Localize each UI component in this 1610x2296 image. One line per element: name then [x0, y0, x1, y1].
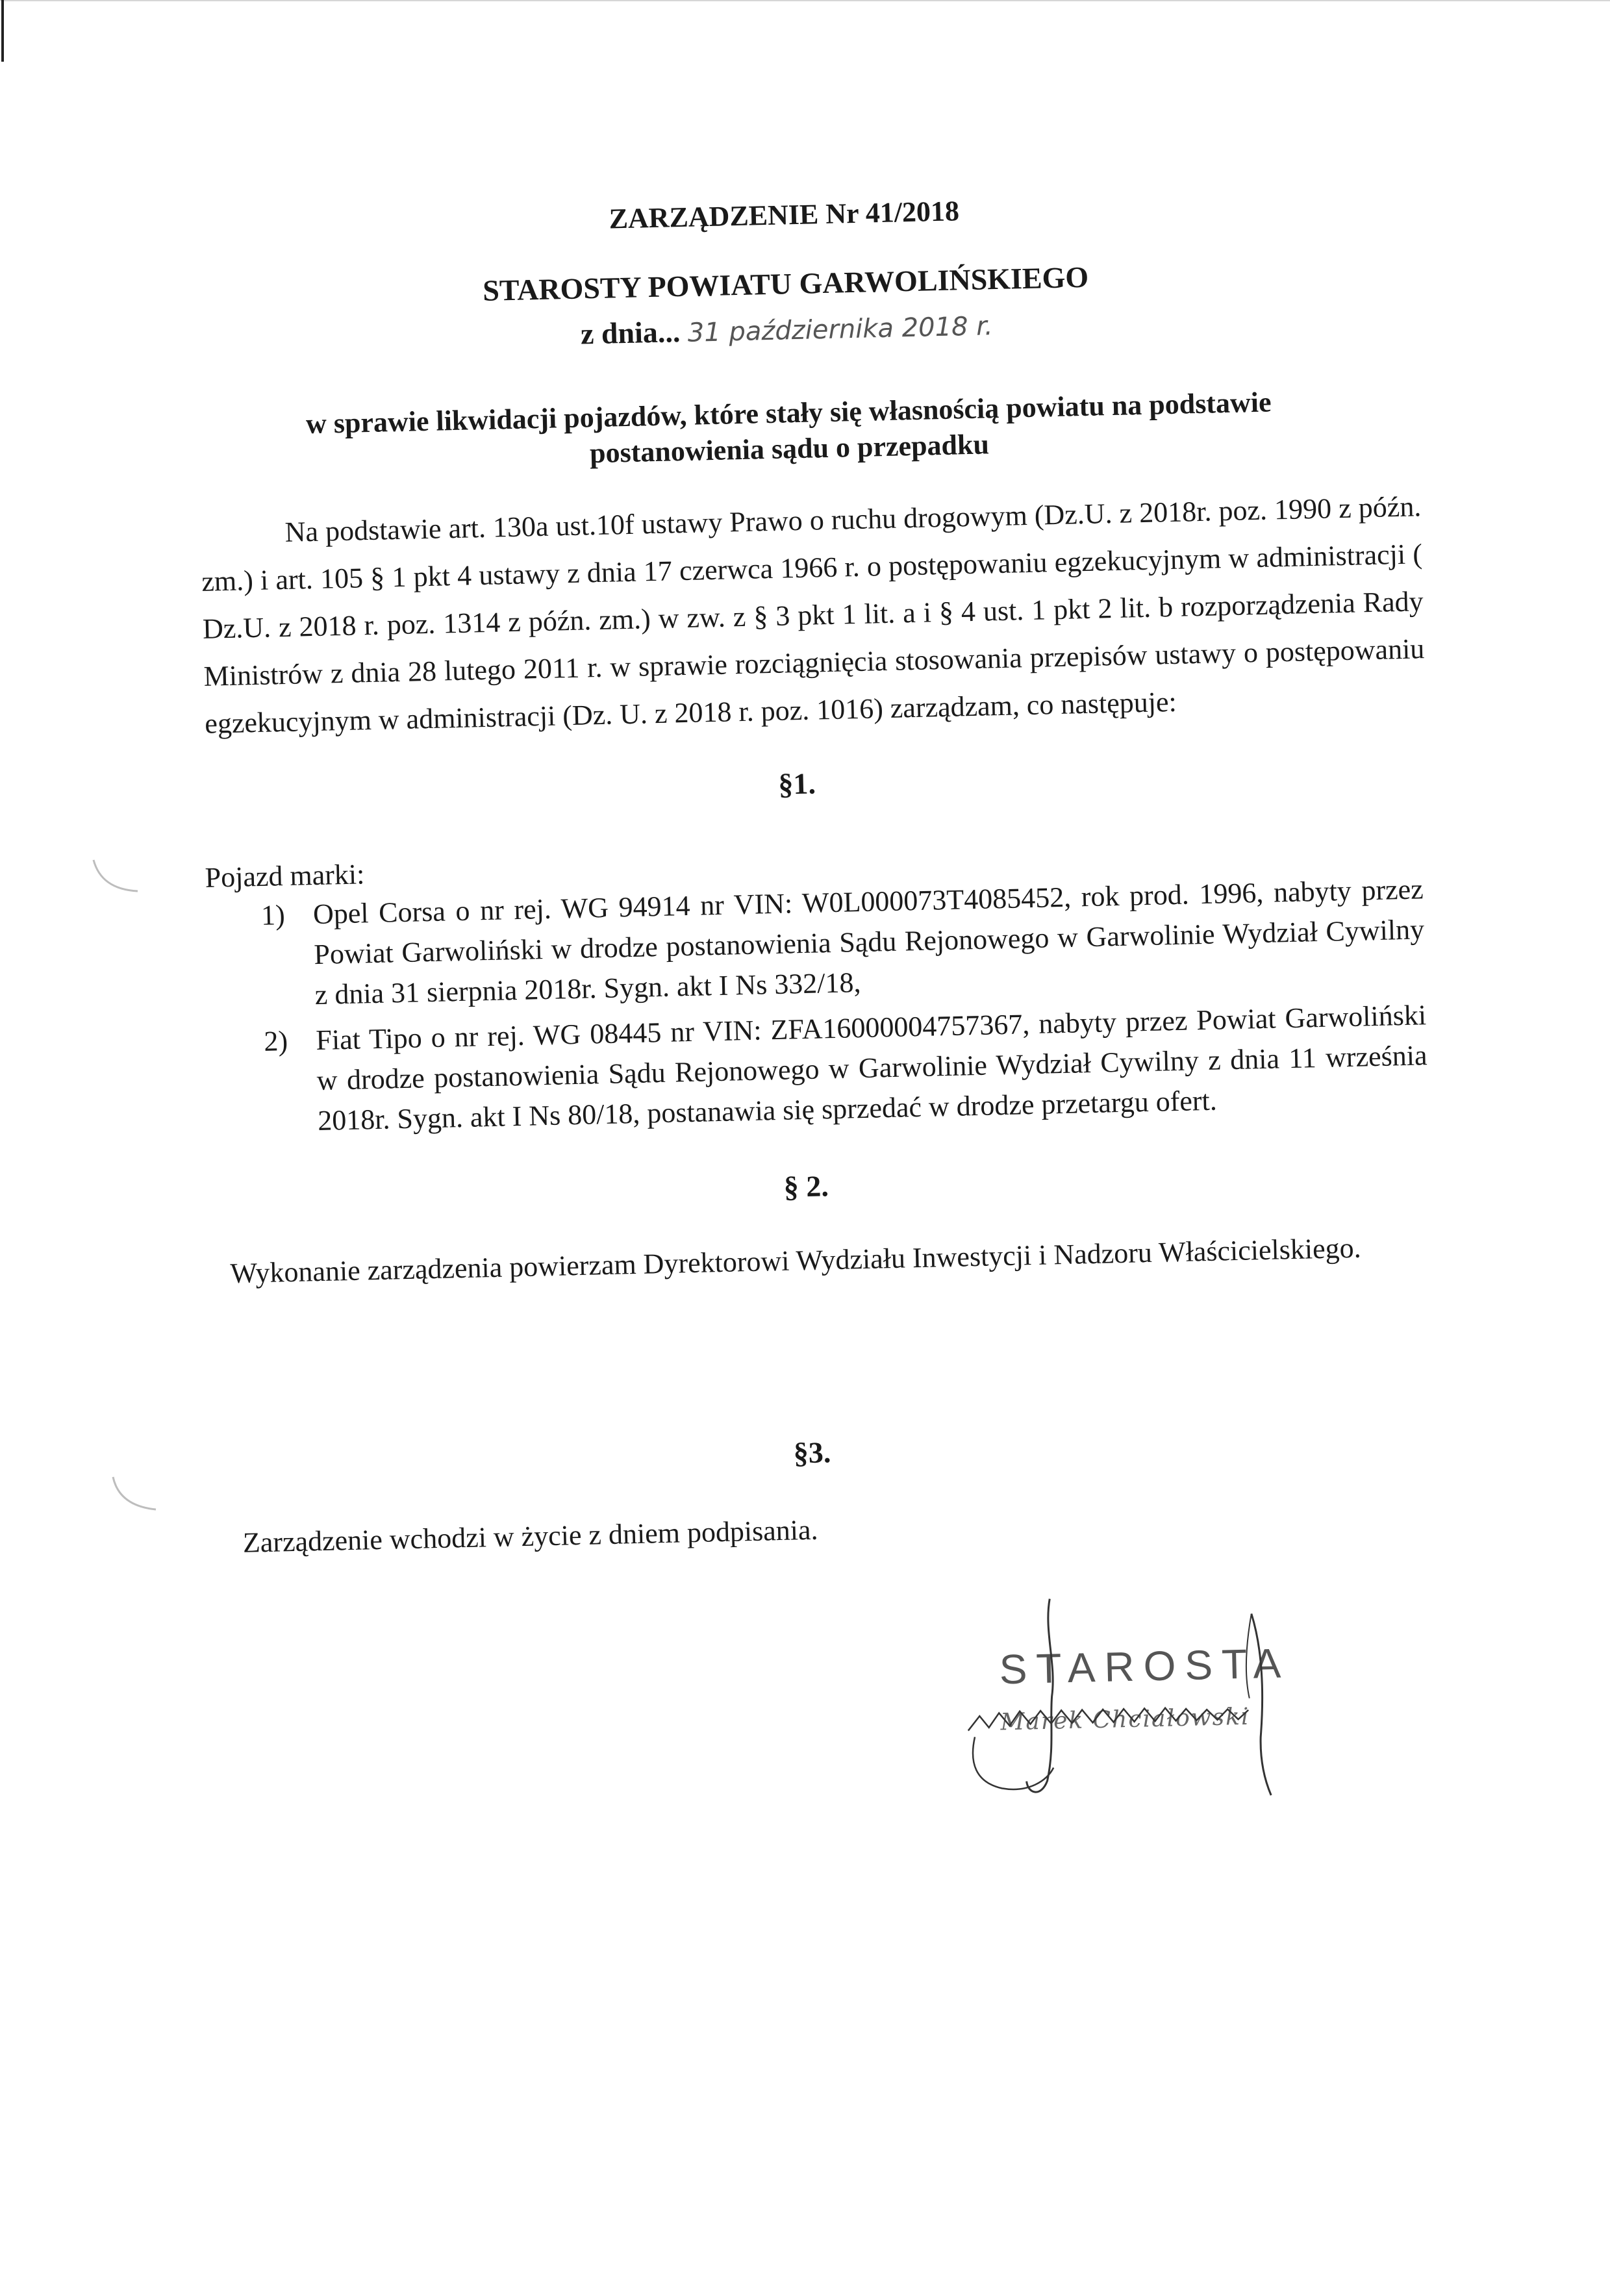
list-item [260, 869, 1426, 1016]
list-item-number: 2) [263, 1025, 288, 1057]
document-title: ZARZĄDZENIE Nr 41/2018 [609, 195, 960, 235]
date-handwritten: 31 października 2018 r. [687, 311, 994, 348]
list-item-text: Opel Corsa o nr rej. WG 94914 nr VIN: W0L000073T4085452, rok prod. 1996, nabyty przez Powiat Garwoliński w drodze postanowienia Sądu Rejonowego w Garwolinie Wydział Cywilny z dnia 31 sierpnia 2018r. Sygn. akt I Ns 332/18, [312, 873, 1425, 1011]
subject-line-2: postanowienia sądu o przepadku [589, 428, 990, 470]
section-1-heading: §1. [777, 766, 816, 801]
vehicles-intro: Pojazd marki: [205, 858, 365, 894]
document-issuer: STAROSTY POWIATU GARWOLIŃSKIEGO [482, 260, 1089, 307]
section-3-text: Zarządzenie wchodzi w życie z dniem podpisania. [242, 1513, 819, 1559]
legal-basis [200, 483, 1426, 748]
signature-stamp [945, 1567, 1301, 1809]
section-2-heading: § 2. [783, 1169, 829, 1204]
vehicle-list [260, 869, 1428, 1142]
scan-margin-mark-1 [91, 857, 143, 896]
stamp-name: Marek Chciałowski [1000, 1703, 1250, 1736]
legal-basis-text: Na podstawie art. 130a ust.10f ustawy Prawo o ruchu drogowym (Dz.U. z 2018r. poz. 1990 z późn. zm.) i art. 105 § 1 pkt 4 ustawy z dnia 17 czerwca 1966 r. o postępowaniu egzekucyjnym w administracji ( Dz.U. z 2018 r. poz. 1314 z późn. zm.) w zw. z § 3 pkt 1 lit. a i § 4 ust. 1 pkt 2 lit. b rozporządzenia Rady Ministrów z dnia 28 lutego 2011 r. w sprawie rozciągnięcia stosowania przepisów ustawy o postępowaniu egzekucyjnym w administracji (Dz. U. z 2018 r. poz. 1016) zarządzam, co następuje: [201, 490, 1425, 740]
stamp-title: STAROSTA [998, 1639, 1290, 1693]
list-item-number: 1) [260, 899, 286, 931]
scan-margin-mark-2 [110, 1474, 162, 1513]
section-3-heading: §3. [793, 1435, 831, 1470]
list-item [264, 995, 1429, 1142]
handwritten-signature [945, 1567, 1301, 1809]
subject-line-1: w sprawie likwidacji pojazdów, które stały się własnością powiatu na podstawie [305, 386, 1272, 440]
list-item-text: Fiat Tipo o nr rej. WG 08445 nr VIN: ZFA16000004757367, nabyty przez Powiat Garwoliński w drodze postanowienia Sądu Rejonowego w Garwolinie Wydział Cywilny z dnia 11 września 2018r. Sygn. akt I Ns 80/18, postanawia się sprzedać w drodze przetargu ofert. [315, 999, 1428, 1137]
date-prefix: z dnia... [580, 315, 681, 351]
section-2-text: Wykonanie zarządzenia powierzam Dyrektorowi Wydziału Inwestycji i Nadzoru Właścicielskiego. [229, 1231, 1362, 1290]
